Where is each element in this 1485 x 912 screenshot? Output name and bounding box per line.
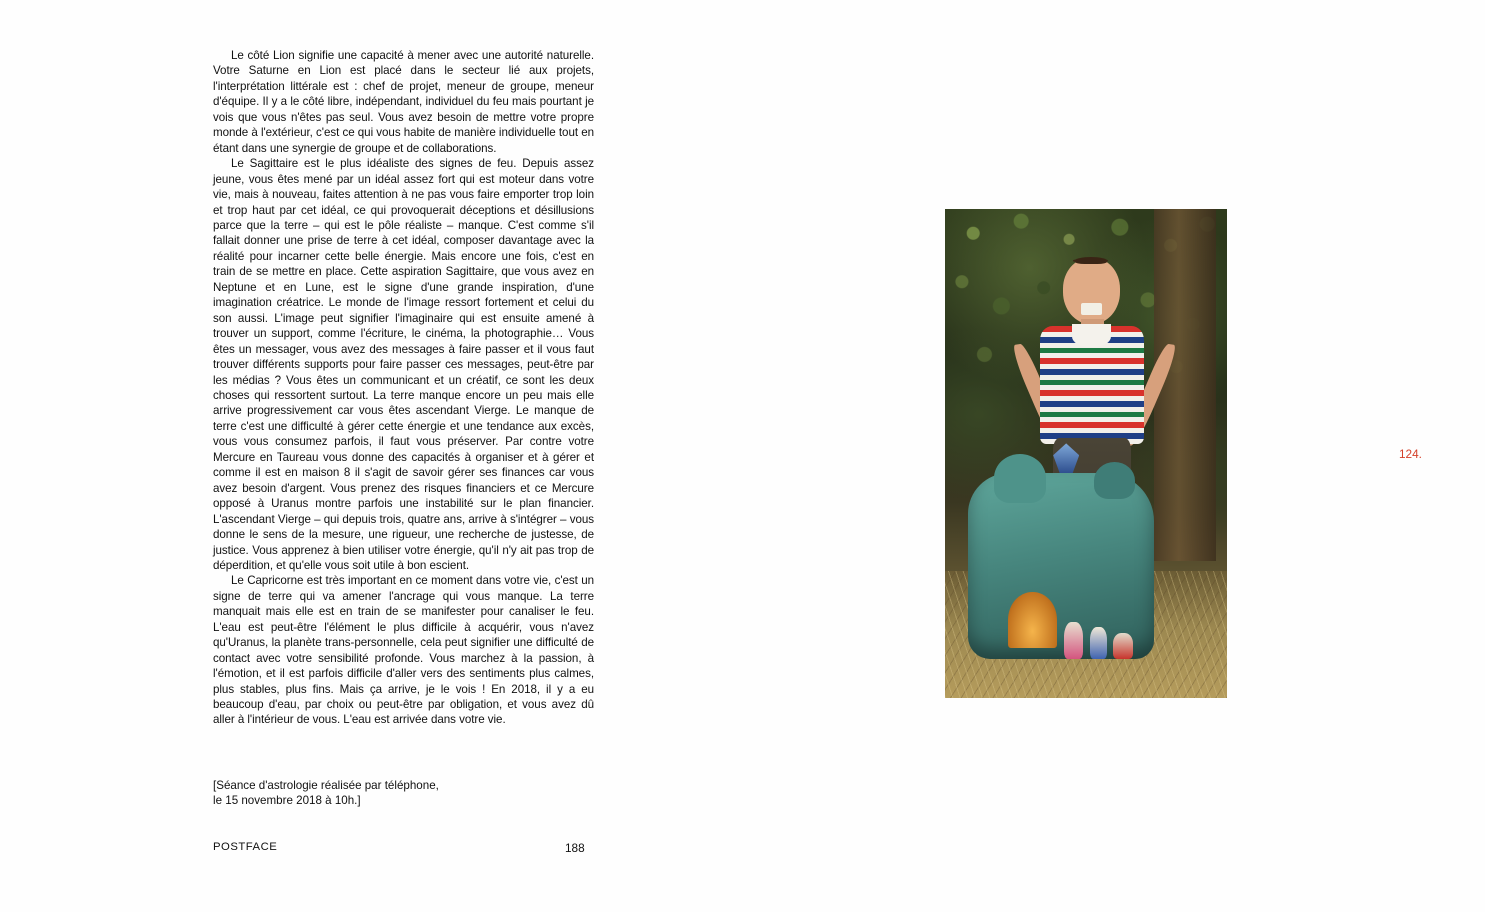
paragraph-2: Le Sagittaire est le plus idéaliste des signes de feu. Depuis assez jeune, vous êtes mené par un idéal assez fort qui est moteur dans votre vie, mais à nouveau, faites attention à ne pas vous faire emporter trop loin et trop haut par cet idéal, ce qui provoquerait déceptions et désillusions parce que la terre – qui est le pôle réaliste – manque. C'est comme s'il fallait donner une prise de terre à cet idéal, composer davantage avec la réalité pour incarner cette belle énergie. Mais encore une fois, c'est en train de se mettre en place. Cette aspiration Sagittaire, que vous avez en Neptune et en Lune, est le signe d'une grande inspiration, d'une imagination créatrice. Le monde de l'image ressort fortement et celui du son aussi. L'image peut signifier l'imaginaire qui est ensuite amené à trouver un support, comme l'écriture, le cinéma, la photographie… Vous êtes un messager, vous avez des messages à faire passer et il vous faut trouver différents supports pour faire passer ces messages, peut-être par les médias ? Vous êtes un communicant et un créatif, ce sont les deux choses qui ressortent surtout. La terre manque encore un peu mais elle arrive progressivement car vous êtes ascendant Vierge. Le manque de terre c'est une difficulté à gérer cette énergie et une tendance aux excès, vous vous consumez parfois, il faut vous préserver. Par contre votre Mercure en Taureau vous donne des capacités à organiser et à gérer et comme il est en maison 8 il s'agit de savoir gérer ses finances car vous avez besoin d'argent. Vous prenez des risques financiers et ce Mercure opposé à Uranus montre parfois une instabilité sur le plan financier. L'ascendant Vierge – qui depuis trois, quatre ans, arrive à s'intégrer – vous donne le sens de la mesure, une rigueur, une recherche de justesse, de justice. Vous apprenez à bien utiliser votre énergie, qu'il n'y ait pas trop de déperdition, et qu'elle vous soit utile à bon escient. [213, 157, 594, 572]
castle-figurine [1113, 633, 1133, 659]
boy-smile [1081, 303, 1102, 316]
paragraph-1: Le côté Lion signifie une capacité à mener avec une autorité naturelle. Votre Saturne en Lion est placé dans le secteur lié aux projets, l'interprétation littérale est : chef de projet, meneur de groupe, meneur d'équipe. Il y a le côté libre, indépendant, individuel du feu mais pourtant je vois que vous n'êtes pas seul. Vous avez besoin de mettre votre propre monde à l'extérieur, c'est ce qui vous habite de manière individuelle tout en étant dans une synergie de groupe et de collaborations. [213, 49, 594, 155]
footer-page-number: 188 [565, 841, 585, 855]
interview-note [213, 778, 594, 809]
boy-hair [1075, 257, 1107, 264]
photograph-scene [945, 209, 1227, 698]
body-text-column [213, 48, 594, 728]
castle-figurine [1064, 622, 1083, 659]
shirt-collar [1072, 324, 1111, 347]
plate-number-label: 124. [1399, 447, 1422, 461]
paragraph-3: Le Capricorne est très important en ce moment dans votre vie, c'est un signe de terre qui va amener l'ancrage qui vous manque. La terre manquait mais elle est en train de se manifester pour canaliser le feu. L'eau est peut-être l'élément le plus difficile à acquérir, vous n'avez qu'Uranus, la planète trans-personnelle, cela peut signifier une difficulté de contact avec votre sensibilité profonde. Vous marchez à la passion, à l'émotion, et il est parfois difficile d'aller vers des sentiments plus calmes, plus stables, plus fins. Mais ça arrive, je le vois ! En 2018, il y a eu beaucoup d'eau, par choix ou peut-être par obligation, et vous avez dû aller à l'intérieur de vous. L'eau est arrivée dans votre vie. [213, 574, 594, 727]
footer-section-label: POSTFACE [213, 841, 278, 853]
castle-figurine [1090, 627, 1107, 659]
castle-doorway [1008, 592, 1056, 648]
photograph-plate [945, 209, 1227, 698]
interview-note-line-2: le 15 novembre 2018 à 10h.] [213, 794, 361, 808]
toy-castle-ornament [968, 473, 1154, 659]
interview-note-line-1: [Séance d'astrologie réalisée par téléphone, [213, 779, 439, 792]
